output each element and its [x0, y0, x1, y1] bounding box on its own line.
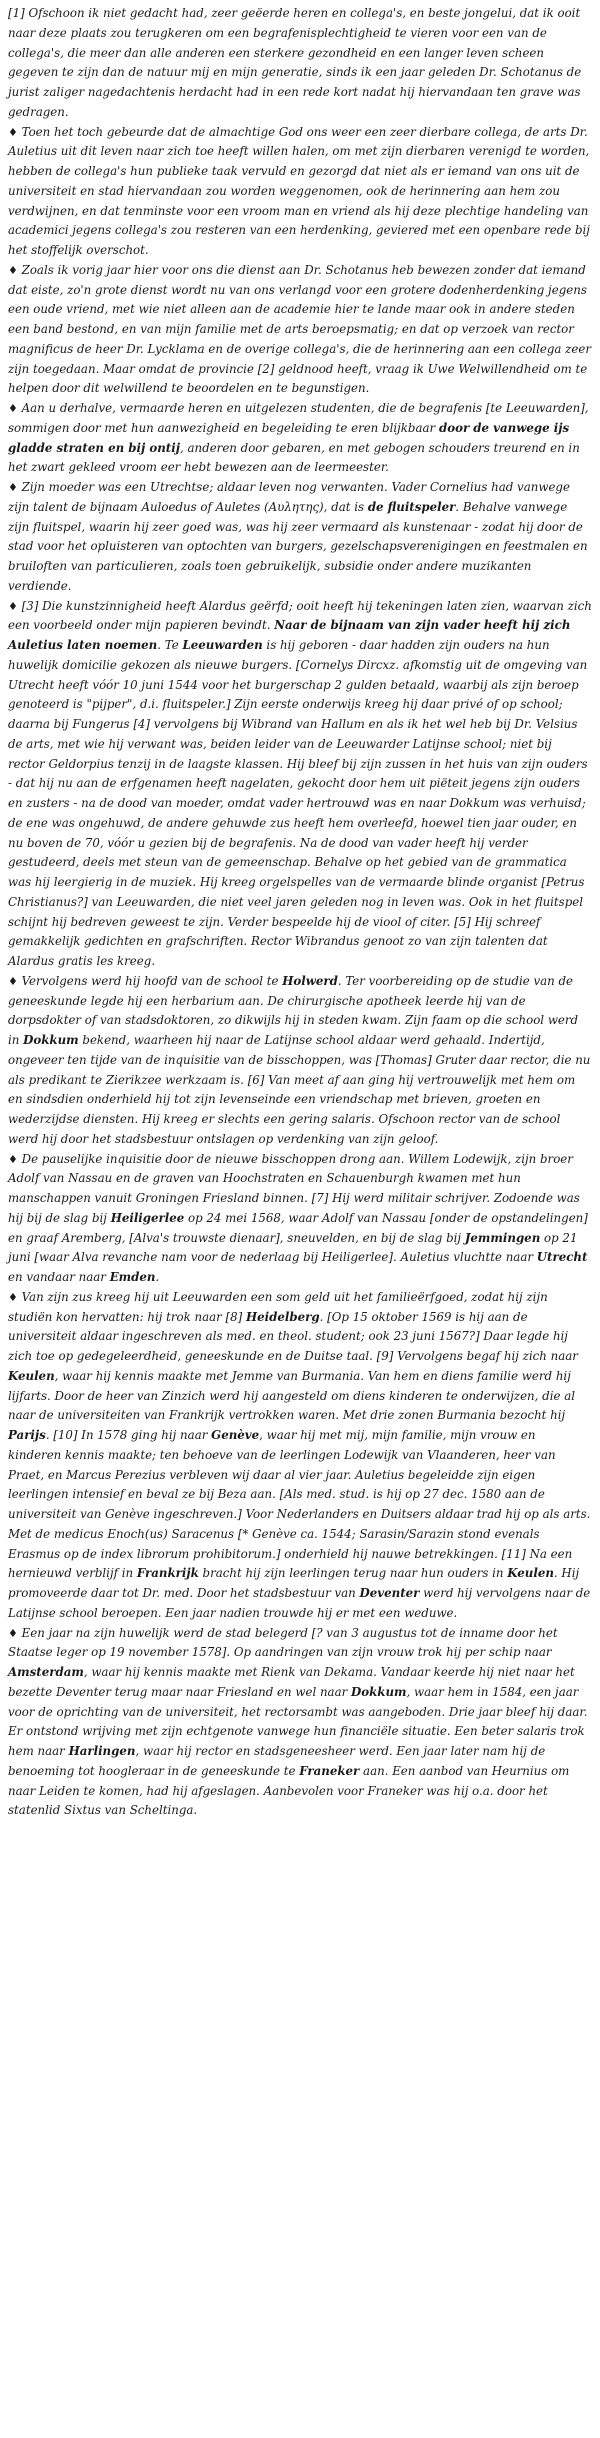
- paragraph-text: op 24 mei 1568, waar Adolf van Nassau [onder de opstandelingen] en graaf Aremberg, [Alva's trouwste dienaar], sneuvelden, en bij de slag bij: [8, 1210, 588, 1245]
- emphasized-text: door de vanwege ijs gladde straten en bij ontij: [8, 420, 570, 455]
- paragraph: [8, 478, 592, 597]
- paragraph-text: , waar hij kennis maakte met Rienk van Dekama. Vandaar keerde hij niet naar het bezette Deventer terug maar naar Friesland en wel naar: [8, 1665, 575, 1699]
- emphasized-text: Parijs: [8, 1428, 46, 1442]
- paragraph-text: De pauselijke inquisitie door de nieuwe bisschoppen drong aan. Willem Lodewijk, zijn broer Adolf van Nassau en de graven van Hoochstraten en Schauenburgh kwamen met hun manschappen vanuit Groningen Friesland binnen. [7] Hij werd militair schrijver. Zodoende was hij bij de slag bij: [8, 1151, 580, 1225]
- paragraph: [8, 1150, 592, 1288]
- paragraph-text: . Behalve vanwege zijn fluitspel, waarin hij zeer goed was, was hij zeer vermaard als kunstenaar - zodat hij door de stad voor het opluisteren van optochten van burgers, gezelschapsverenigingen en feestmalen en bruiloften van particulieren, zoals toen gebruikelijk, subsidie onder andere muzikanten verdiende.: [8, 499, 588, 593]
- diamond-bullet-icon: ♦: [8, 1626, 18, 1640]
- paragraph: [8, 4, 592, 123]
- paragraph-text: , waar hij kennis maakte met Jemme van Burmania. Van hem en diens familie werd hij lijfarts. Door de heer van Zinzich werd hij aangesteld om diens kinderen te onderwijzen, die al naar de universiteiten van Frankrijk vertrokken waren. Met drie zonen Burmania bezocht hij: [8, 1368, 576, 1423]
- paragraph-text: . Te: [157, 638, 183, 652]
- emphasized-text: Heidelberg: [246, 1309, 320, 1324]
- paragraph: [8, 123, 592, 261]
- paragraph-text: . [10] In 1578 ging hij naar: [45, 1428, 212, 1442]
- emphasized-text: Emden: [109, 1270, 156, 1284]
- emphasized-text: Frankrijk: [136, 1566, 199, 1581]
- paragraph-text: en vandaar naar: [8, 1270, 110, 1284]
- diamond-bullet-icon: ♦: [8, 1152, 18, 1166]
- paragraph-text: . [Op 15 oktober 1569 is hij aan de universiteit aldaar ingeschreven als med. en theol. student; ook 23 juni 1567?] Daar legde hij zich toe op gedegeleerdheid, geneeskunde en de Duitse taal. [9] Vervolgens begaf hij zich naar: [8, 1309, 578, 1363]
- paragraph: [8, 1624, 592, 1822]
- paragraph: [8, 399, 592, 478]
- emphasized-text: Deventer: [359, 1586, 420, 1600]
- emphasized-text: Heiligerlee: [110, 1210, 185, 1225]
- emphasized-text: Dokkum: [351, 1684, 407, 1699]
- emphasized-text: Franeker: [299, 1763, 360, 1778]
- paragraph-text: . Ter voorbereiding op de studie van de geneeskunde legde hij een herbarium aan. De chirurgische apotheek leerde hij van de dorpsdokter of van stadsdoktoren, zo dikwijls hij in steden kwam. Zijn faam op die school werd in: [8, 973, 579, 1047]
- emphasized-text: Keulen: [8, 1368, 55, 1383]
- paragraph-text: .: [155, 1270, 160, 1284]
- paragraph-text: [3] Die kunstzinnigheid heeft Alardus geërfd; ooit heeft hij tekeningen laten zien, waarvan zich een voorbeeld onder mijn papieren bevindt.: [8, 598, 592, 633]
- emphasized-text: Harlingen: [68, 1744, 136, 1758]
- paragraph-text: werd hij vervolgens naar de Latijnse school beroepen. Een jaar nadien trouwde hij er met een weduwe.: [8, 1586, 591, 1620]
- emphasized-text: Utrecht: [536, 1250, 588, 1265]
- paragraph-text: op 21 juni [waar Alva revanche nam voor de nederlaag bij Heiligerlee]. Auletius vluchtte naar: [8, 1230, 578, 1265]
- paragraph-text: Vervolgens werd hij hoofd van de school te: [21, 973, 283, 988]
- paragraph-text: . Hij promoveerde daar tot Dr. med. Door het stadsbestuur van: [8, 1566, 580, 1600]
- paragraph-text: Zijn moeder was een Utrechtse; aldaar leven nog verwanten. Vader Cornelius had vanwege zijn talent de bijnaam Auloedus of Auletes (Αυλητης), dat is: [8, 480, 570, 514]
- paragraph-text: Zoals ik vorig jaar hier voor ons die dienst aan Dr. Schotanus heb bewezen zonder dat iemand dat eiste, zo'n grote dienst wordt nu van ons verlangd voor een grotere dodenherdenking jegens een oude vriend, met wie niet alleen aan de academie hier te lande maar ook in andere steden een band bestond, en van mijn familie met de arts beroepsmatig; en dat op verzoek van rector magnificus de heer Dr. Lycklama en de overige collega's, die de herinnering aan een collega zeer zijn toegedaan. Maar omdat de provincie [2] geldnood heeft, vraag ik Uwe Welwillendheid om te helpen door dit welwillend te beoordelen en te begunstigen.: [8, 262, 591, 396]
- paragraph: [8, 597, 592, 972]
- paragraph-text: bekend, waarheen hij naar de Latijnse school aldaar werd gehaald. Indertijd, ongeveer ten tijde van de inquisitie van de bisschoppen, was [Thomas] Gruter daar rector, die nu als predikant te Zierikzee werkzaam is. [6] Van meet af aan ging hij vertrouwelijk met hem om en sindsdien onderhield hij tot zijn levenseinde een vriendschap met brieven, groeten en wederzijdse diensten. Hij kreeg er slechts een gering salaris. Ofschoon rector van de school werd hij door het stadsbestuur ontslagen op verdenking van zijn geloof.: [8, 1033, 591, 1146]
- emphasized-text: Keulen: [507, 1566, 554, 1581]
- emphasized-text: Amsterdam: [8, 1665, 84, 1679]
- emphasized-text: Holwerd: [282, 973, 338, 988]
- paragraph-text: Toen het toch gebeurde dat de almachtige God ons weer een zeer dierbare collega, de arts Dr. Auletius uit dit leven naar zich toe heeft willen halen, om met zijn dierbaren verenigd te worden, hebben de collega's hun publieke taak vervuld en gezorgd dat niet als er iemand van ons uit de universiteit en stad hiervandaan zou worden weggenomen, ook de herinnering aan hem zou verdwijnen, en dat tenminste voor een vroom man en vriend als hij deze plechtige handeling van academici jegens collega's zou resteren van een herdenking, geviered met een openbare rede bij het stoffelijk overschot.: [8, 124, 590, 257]
- emphasized-text: Naar de bijnaam van zijn vader heeft hij zich Auletius laten noemen: [8, 618, 571, 652]
- paragraph-text: Van zijn zus kreeg hij uit Leeuwarden een som geld uit het familieërfgoed, zodat hij zijn studiën kon hervatten: hij trok naar [8]: [8, 1289, 548, 1324]
- emphasized-text: Dokkum: [23, 1033, 79, 1047]
- paragraph-text: Aan u derhalve, vermaarde heren en uitgelezen studenten, die de begrafenis [te Leeuwarden], sommigen door met hun aanwezigheid en begeleiding te eren blijkbaar: [8, 401, 589, 435]
- diamond-bullet-icon: ♦: [8, 402, 18, 415]
- emphasized-text: Genève: [211, 1428, 260, 1442]
- paragraph-text: , waar hij rector en stadsgeneesheer werd. Een jaar later nam hij de benoeming tot hoogleraar in de geneeskunde te: [8, 1744, 546, 1778]
- paragraph-text: Een jaar na zijn huwelijk werd de stad belegerd [? van 3 augustus tot de inname door het Staatse leger op 19 november 1578]. Op aandringen van zijn vrouw trok hij per schip naar: [8, 1625, 558, 1660]
- paragraph-text: is hij geboren - daar hadden zijn ouders na hun huwelijk domicilie gekozen als nieuwe burgers. [Cornelys Dircxz. afkomstig uit de omgeving van Utrecht heeft vóór 10 juni 1544 voor het burgerschap 2 gulden betaald, waarbij als zijn beroep genoteerd is "pijper", d.i. fluitspeler.] Zijn eerste onderwijs kreeg hij daar privé of op school; daarna bij Fungerus [4] vervolgens bij Wibrand van Hallum en als ik het wel heb bij Dr. Velsius de arts, met wie hij verwant was, beiden leider van de Leeuwarder Latijnse school; niet bij rector Geldorpius tenzij in de laagste klassen. Hij bleef bij zijn zussen in het huis van zijn ouders - dat hij nu aan de erfgenamen heeft nagelaten, gekocht door hem uit piëteit jegens zijn ouders en zusters - na de dood van moeder, omdat vader hertrouwd was en naar Dokkum was verhuisd; de ene was ongehuwd, de andere gehuwde zus heeft hem overleefd, hoewel tien jaar ouder, en nu boven de 70, vóór u gezien bij de begrafenis. Na de dood van vader heeft hij verder gestudeerd, deels met steun van de gemeenschap. Behalve op het gebied van de grammatica was hij leergierig in de muziek. Hij kreeg orgelspelles van de vermaarde blinde organist [Petrus Christianus?] van Leeuwarden, die niet veel jaren geleden nog in leven was. Ook in het fluitspel schijnt hij bedreven geweest te zijn. Verder bespeelde hij de viool of citer. [5] Hij schreef gemakkelijk gedichten en grafschriften. Rector Wibrandus genoot zo van zijn talenten dat Alardus gratis les kreeg.: [8, 638, 588, 968]
- paragraph: [8, 972, 592, 1150]
- emphasized-text: de fluitspeler: [367, 499, 456, 514]
- diamond-bullet-icon: ♦: [8, 1290, 18, 1304]
- diamond-bullet-icon: ♦: [8, 974, 18, 988]
- diamond-bullet-icon: ♦: [8, 125, 18, 139]
- paragraph-text: , waar hij met mij, mijn familie, mijn vrouw en kinderen kennis maakte; ten behoeve van de leerlingen Lodewijk van Vlaanderen, heer van Praet, en Marcus Perezius verbleven wij daar al vier jaar. Auletius begeleidde zijn eigen leerlingen intensief en beval ze bij Beza aan. [Als med. stud. is hij op 27 dec. 1580 aan de universiteit van Genève ingeschreven.] Voor Nederlanders en Duitsers aldaar trad hij op als arts. Met de medicus Enoch(us) Saracenus [* Genève ca. 1544; Sarasin/Sarazin stond evenals Erasmus op de index librorum prohibitorum.] onderhield hij nauwe betrekkingen. [11] Na een hernieuwd verblijf in: [8, 1428, 591, 1581]
- paragraph-text: , anderen door gebaren, en met gebogen schouders treurend en in het zwart gekleed vroom eer hebt bewezen aan de leermeester.: [8, 440, 580, 475]
- diamond-bullet-icon: ♦: [8, 481, 18, 494]
- paragraph: [8, 261, 592, 399]
- diamond-bullet-icon: ♦: [8, 263, 18, 277]
- paragraph-text: , waar hem in 1584, een jaar voor de oprichting van de universiteit, het rectorsambt was aangeboden. Drie jaar bleef hij daar. Er ontstond wrijving met zijn echtgenote vanwege hun financiële situatie. Een beter salaris trok hem naar: [8, 1684, 588, 1758]
- paragraph: [8, 1288, 592, 1624]
- diamond-bullet-icon: ♦: [8, 599, 18, 613]
- emphasized-text: Leeuwarden: [182, 638, 263, 652]
- paragraph-text: aan. Een aanbod van Heurnius om naar Leiden te komen, had hij afgeslagen. Aanbevolen voor Franeker was hij o.a. door het statenlid Sixtus van Scheltinga.: [8, 1763, 570, 1818]
- paragraph-text: [1] Ofschoon ik niet gedacht had, zeer geëerde heren en collega's, en beste jongelui, dat ik ooit naar deze plaats zou terugkeren om een begrafenisplechtigheid te vieren voor een van de collega's, die meer dan alle anderen een sterkere gezondheid en een langer leven scheen gegeven te zijn dan de natuur mij en mijn generatie, sinds ik een jaar geleden Dr. Schotanus de jurist zaliger nagedachtenis herdacht had in een rede kort nadat hij hiervandaan ten grave was gedragen.: [8, 6, 582, 119]
- paragraph-text: bracht hij zijn leerlingen terug naar hun ouders in: [198, 1566, 508, 1581]
- emphasized-text: Jemmingen: [464, 1230, 541, 1245]
